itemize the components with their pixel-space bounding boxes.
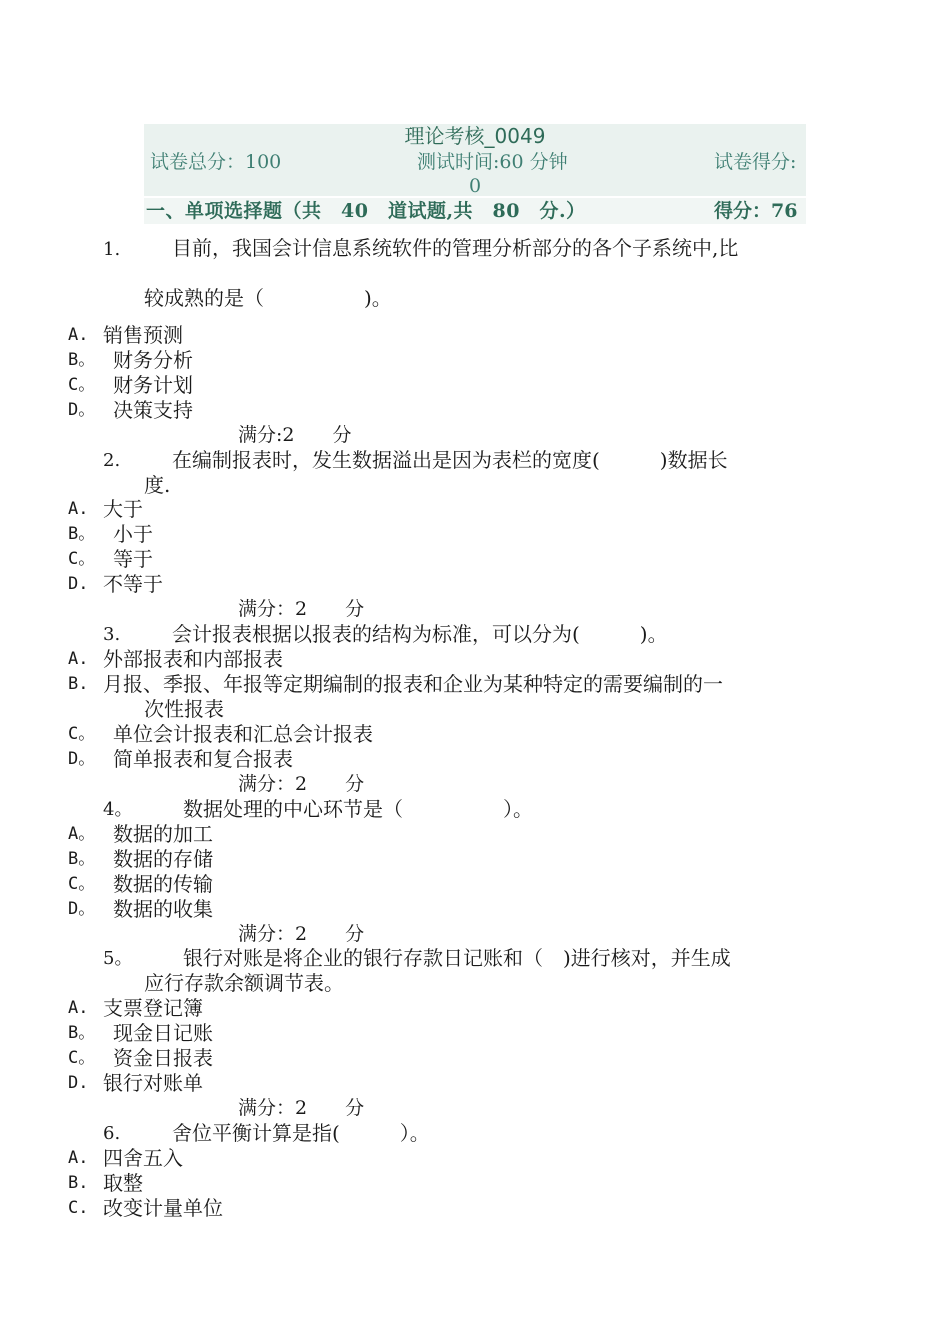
- exam-result-label: 试卷得分:: [714, 151, 797, 173]
- option-letter: C。: [68, 549, 96, 569]
- option-text: 决策支持: [113, 398, 193, 422]
- question-text-cont: 较成熟的是（ )。: [144, 286, 392, 310]
- option-letter: C。: [68, 375, 96, 395]
- option-text: 月报、季报、年报等定期编制的报表和企业为某种特定的需要编制的一: [103, 672, 723, 696]
- question-score: 满分:2 分: [238, 424, 352, 446]
- option-text: 数据的传输: [113, 872, 213, 896]
- option-letter: A.: [68, 649, 89, 669]
- option-letter: B.: [68, 1173, 89, 1193]
- question-text: 舍位平衡计算是指( ）。: [172, 1121, 430, 1145]
- option-letter: B。: [68, 1023, 96, 1043]
- option-letter: C。: [68, 724, 96, 744]
- option-text: 改变计量单位: [103, 1196, 223, 1220]
- section-title: 一、单项选择题（共 40 道试题,共 80 分.）: [146, 200, 586, 222]
- option-letter: B。: [68, 350, 96, 370]
- option-letter: A.: [68, 1148, 89, 1168]
- option-text: 数据的加工: [113, 822, 213, 846]
- question-text: 银行对账是将企业的银行存款日记账和（ )进行核对，并生成: [183, 946, 731, 970]
- option-letter: D。: [68, 899, 96, 919]
- option-text: 外部报表和内部报表: [103, 647, 283, 671]
- question-text: 目前，我国会计信息系统软件的管理分析部分的各个子系统中,比: [172, 236, 739, 260]
- option-text: 数据的收集: [113, 897, 213, 921]
- option-letter: A.: [68, 499, 89, 519]
- option-text: 银行对账单: [103, 1071, 203, 1095]
- question-score: 满分：2 分: [238, 598, 365, 620]
- option-text: 支票登记簿: [103, 996, 203, 1020]
- option-letter: D。: [68, 749, 96, 769]
- option-letter: D。: [68, 400, 96, 420]
- question-score: 满分：2 分: [238, 773, 365, 795]
- question-number: 3.: [103, 624, 121, 645]
- option-text: 简单报表和复合报表: [113, 747, 293, 771]
- option-text: 财务计划: [113, 373, 193, 397]
- question-number: 4。: [103, 799, 133, 820]
- option-text: 等于: [113, 547, 153, 571]
- question-score: 满分：2 分: [238, 1097, 365, 1119]
- option-text: 财务分析: [113, 348, 193, 372]
- option-letter: A.: [68, 325, 89, 345]
- option-letter: B。: [68, 524, 96, 544]
- option-letter: A。: [68, 824, 96, 844]
- option-letter: C。: [68, 1048, 96, 1068]
- option-letter: D.: [68, 1073, 89, 1093]
- option-text: 现金日记账: [113, 1021, 213, 1045]
- question-number: 6.: [103, 1123, 121, 1144]
- option-letter: C。: [68, 874, 96, 894]
- total-score-label: 试卷总分：100: [150, 151, 282, 173]
- exam-title: 理论考核_0049: [404, 124, 546, 148]
- option-letter: A.: [68, 998, 89, 1018]
- option-letter: B。: [68, 849, 96, 869]
- option-text: 小于: [113, 522, 153, 546]
- question-text-cont: 应行存款余额调节表。: [144, 971, 344, 995]
- option-text: 不等于: [103, 572, 163, 596]
- option-letter: D.: [68, 574, 89, 594]
- option-text: 资金日报表: [113, 1046, 213, 1070]
- question-number: 2.: [103, 450, 121, 471]
- option-text: 四舍五入: [103, 1146, 183, 1170]
- option-text: 数据的存储: [113, 847, 213, 871]
- question-text: 会计报表根据以报表的结构为标准，可以分为( )。: [172, 622, 668, 646]
- section-score: 得分：76: [714, 200, 798, 222]
- question-number: 1.: [103, 239, 121, 260]
- option-letter: B.: [68, 674, 89, 694]
- question-text: 在编制报表时，发生数据溢出是因为表栏的宽度( )数据长: [172, 448, 728, 472]
- question-text: 数据处理的中心环节是（ ）。: [183, 797, 533, 821]
- option-text: 大于: [103, 497, 143, 521]
- option-text: 销售预测: [103, 323, 183, 347]
- option-text-cont: 次性报表: [144, 697, 224, 721]
- question-score: 满分：2 分: [238, 923, 365, 945]
- question-number: 5。: [103, 948, 133, 969]
- option-letter: C.: [68, 1198, 89, 1218]
- option-text: 取整: [103, 1171, 143, 1195]
- question-text-cont: 度.: [144, 473, 171, 497]
- exam-result-value: 0: [469, 175, 482, 197]
- test-time-label: 测试时间:60 分钟: [417, 151, 568, 173]
- option-text: 单位会计报表和汇总会计报表: [113, 722, 373, 746]
